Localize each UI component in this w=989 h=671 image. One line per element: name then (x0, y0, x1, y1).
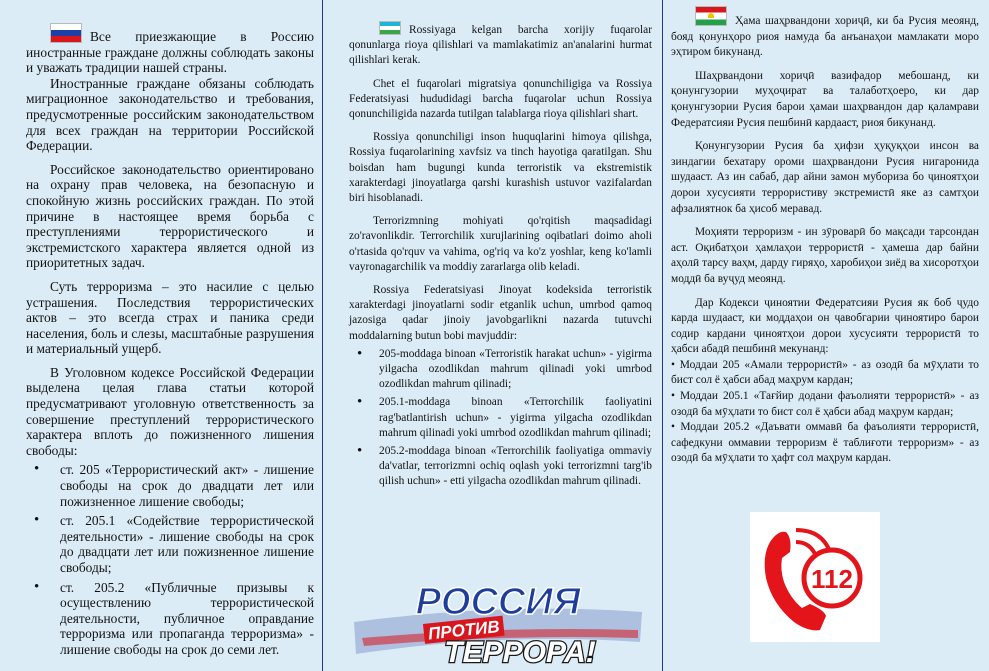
emergency-112-badge (750, 512, 880, 642)
logo-line-1: РОССИЯ (415, 582, 581, 623)
uz-article-list (349, 347, 652, 490)
tj-article-205-1: • Моддаи 205.1 «Тағйир додани фаъолияти террористӣ» - аз озодӣ ба мӯҳлати то бист сол ё ҳабси абад маҳрум кардан; (671, 390, 979, 418)
ru-paragraph-5: В Уголовном кодексе Российской Федерации выделена целая глава статьи которой предусматривают уголовную ответственность за совершение преступлений террористического характера вплоть до пожизненного лишения свободы: (26, 364, 314, 458)
emergency-number: 112 (811, 564, 853, 594)
uz-article-205-2: • 205.2-moddaga binoan «Terrorchilik faoliyatiga ommaviy da'vatlar, terrorizmni ochiq oqlash yoki terrorizmni targ'ib qilish uchun» - etti yilgacha ozodlikdan mahrum qilinadi. (349, 444, 652, 490)
uz-paragraph-2: Chet el fuqarolari migratsiya qonunchiligiga va Rossiya Federatsiyasi hududidagi barcha fuqarolar uchun Rossiya qonunchiligida nazarda tutilgan talablarga rioya qilishlari shart. (349, 77, 652, 121)
ru-article-205-2: • ст. 205.2 «Публичные призывы к осуществлению террористической деятельности, публичное оправдание терроризма или пропаганда терроризма» - лишение свободы на срок до семи лет. (26, 580, 314, 658)
ru-article-list (26, 462, 314, 657)
tj-article-205-2: • Моддаи 205.2 «Даъвати оммавӣ ба фаъолияти террористӣ, сафедкуни оммавии терроризм ё таблиғоти терроризм» - аз озодӣ ба мӯҳлати то ҳафт сол маҳрум кардан. (671, 421, 979, 465)
tj-paragraph-1: Ҳама шаҳрвандони хориҷӣ, ки ба Русия меоянд, бояд қонунҳоро риоя намуда ба анъанаҳои мамлакати моро эҳтиром бикунанд. (671, 6, 979, 61)
phone-icon (750, 512, 880, 642)
uzbekistan-flag-icon (379, 21, 401, 35)
tj-article-205: • Моддаи 205 «Амали террористӣ» - аз озодӣ ба мӯҳлати то бист сол ё ҳабси абад маҳрум кардан; (671, 358, 979, 387)
uz-paragraph-4: Terrorizmning mohiyati qo'rqitish maqsadidagi zo'ravonlikdir. Terrorchilik xurujlarining oqibatlari doimo aholi o'rtasida qo'rquv va vahima, og'riq va ko'z yoshlar, keng ko'lamli vayronagarchilik va moddiy zararlarga olib keladi. (349, 215, 652, 273)
uz-paragraph-5: Rossiya Federatsiyasi Jinoyat kodeksida terroristik xarakterdagi jinoyatlarni sodir etganlik uchun, umrbod qamoq jazosiga qadar jinoiy javobgarlikni nazarda tutuvchi moddalarning butun bobi mavjuddir: (349, 284, 652, 342)
logo-line-3: ТЕРРОРА! (444, 636, 596, 668)
uzbek-column (322, 0, 662, 671)
logo-line-2: ПРОТИВ (427, 617, 501, 644)
uz-article-205-1: • 205.1-moddaga binoan «Terrorchilik faoliyatini rag'batlantirish uchun» - yigirma yilgacha ozodlikdan mahrum qilinadi yoki umrbod ozodlikdan mahrum qilinadi; (349, 395, 652, 441)
uz-paragraph-3: Rossiya qonunchiligi inson huquqlarini himoya qilishga, Rossiya fuqarolarining xavfsiz va tinch hayotiga qaratilgan. Shu boisdan ham bugungi kunda terroristik va ekstremistik xarakterdagi jinoyatlarga qarshi kurashish ustuvor vazifalardan biri hisoblanadi. (349, 131, 652, 205)
tj-paragraph-2: Шаҳрвандони хориҷӣ вазифадор мебошанд, ки қонунгузории муҳоҷират ва талаботҳоеро, ки дар қонунгузории Русия барои ҳамаи шаҳрвандон дар қаламрави Федератсияи Русия пешбинӣ кардааст, риоя бикунанд. (671, 69, 979, 129)
tj-paragraph-4: Моҳияти терроризм - ин зӯроварӣ бо мақсади тарсондан аст. Оқибатҳои ҳамлаҳои террористӣ - ҳамеша дар байни аҳолӣ тарсу ваҳм, дарду гиряҳо, харобиҳои зиёд ва хисоротҳои моддӣ ба вуҷуд меоянд. (671, 226, 979, 285)
ru-paragraph-3: Российское законодательство ориентировано на охрану прав человека, на безопасную и спокойную жизнь российских граждан. По этой причине в настоящее время борьба с преступлениями террористического и экстремистского характера является одной из приоритетных задач. (26, 161, 314, 271)
uz-paragraph-1: Rossiyaga kelgan barcha xorijiy fuqarolar qonunlarga rioya qilishlari va mamlakatimiz an'analarini hurmat qilishlari kerak. (349, 21, 652, 69)
tajikistan-flag-icon (695, 6, 727, 26)
russian-column (0, 0, 322, 671)
ru-paragraph-2: Иностранные граждане обязаны соблюдать миграционное законодательство и требования, предусмотренные российским законодательством для всех граждан на территории Российской Федерации. (26, 75, 314, 154)
russia-flag-icon (50, 23, 82, 43)
uz-article-205: • 205-moddaga binoan «Terroristik harakat uchun» - yigirma yilgacha ozodlikdan mahrum qilinadi yoki umrbod ozodlikdan mahrum qilinadi; (349, 347, 652, 393)
russia-against-terror-logo (352, 582, 644, 668)
ru-paragraph-1: Все приезжающие в Россию иностранные граждане должны соблюдать законы и уважать традиции нашей страны. (26, 23, 314, 76)
tj-paragraph-3: Қонунгузории Русия ба ҳифзи ҳуқуқҳои инсон ва зиндагии бехатару ороми шаҳрвандони Русия нигаронида шудааст. Аз ин сабаб, дар айни замон мубориза бо ҷиноятҳои дорои хусусияти террористиву экстремистӣ яке аз самтҳои афзалиятнок ба ҳисоб меравад. (671, 140, 979, 215)
ru-paragraph-4: Суть терроризма – это насилие с целью устрашения. Последствия террористических актов – это всегда страх и паника среди населения, боль и слезы, масштабные разрушения и материальный ущерб. (26, 278, 314, 357)
tj-paragraph-5: Дар Кодекси ҷиноятии Федератсияи Русия як боб ҷудо карда шудааст, ки моддаҳои он ҷавобгарии ҷиноятиро барои содир кардани ҷиноятҳои дорои хусусияти террористӣ то ҳабси абадӣ пешбинӣ мекунанд: (671, 296, 979, 356)
ru-article-205-1: • ст. 205.1 «Содействие террористической деятельности» - лишение свободы на срок до двадцати лет или пожизненное лишение свободы; (26, 513, 314, 575)
ru-article-205: • ст. 205 «Террористический акт» - лишение свободы на срок до двадцати лет или пожизненное лишение свободы; (26, 462, 314, 509)
